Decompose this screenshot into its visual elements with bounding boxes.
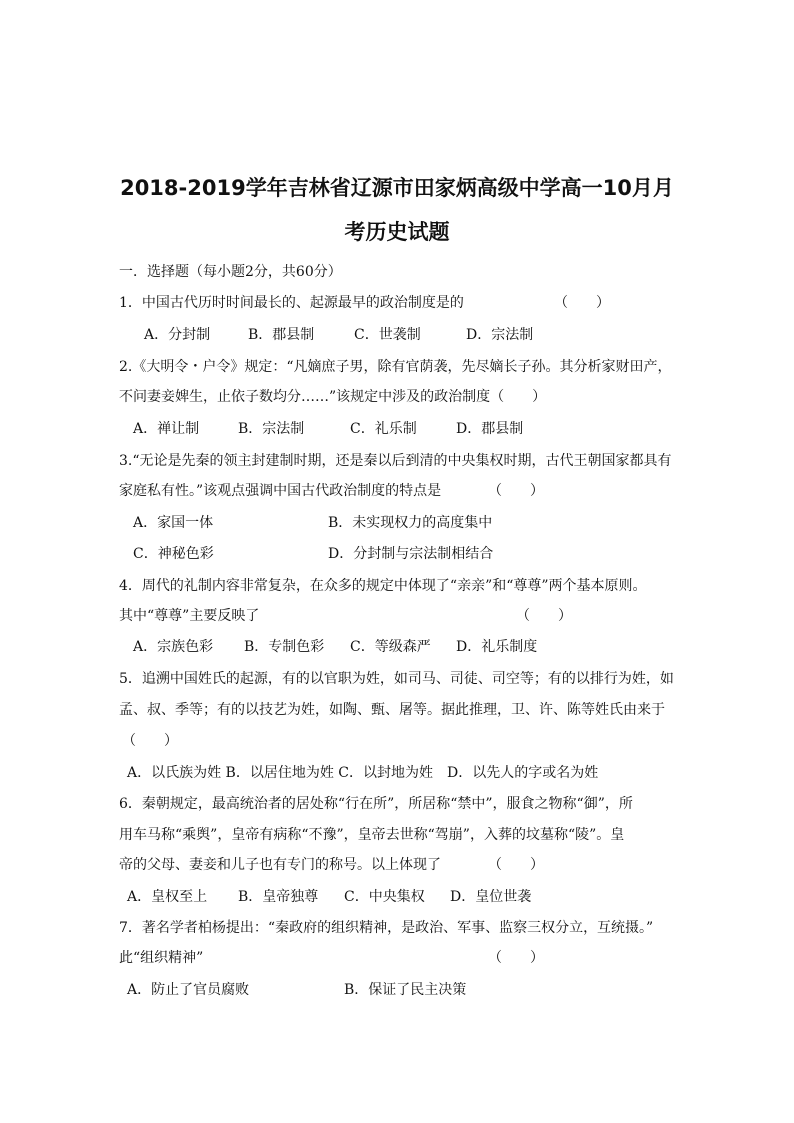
question-1-option-c: C．世袭制 [354,327,421,343]
question-3-option-b: B．未实现权力的高度集中 [328,515,493,531]
question-2-option-a: A．禅让制 [133,421,200,437]
question-7-answer-paren: （ ） [488,950,544,966]
question-4-option-d: D．礼乐制度 [456,639,538,655]
question-3-option-d: D．分封制与宗法制相结合 [328,546,494,562]
question-6-line-2: 用车马称“乘舆”，皇帝有病称“不豫”，皇帝去世称“驾崩”，入葬的坟墓称“陵”。皇 [119,827,625,843]
question-6-option-d: D．皇位世袭 [450,889,532,905]
question-1-option-b: B．郡县制 [248,327,315,343]
question-6-line-1: 6．秦朝规定，最高统治者的居处称“行在所”，所居称“禁中”，服食之物称“御”，所 [119,796,633,812]
question-2-line-2: 不问妻妾婢生，止依子数均分……”该规定中涉及的政治制度（ ） [119,389,547,405]
question-4-option-b: B．专制色彩 [244,639,325,655]
question-6-answer-paren: （ ） [488,857,544,873]
question-2-option-c: C．礼乐制 [350,421,417,437]
question-3-option-a: A．家国一体 [133,515,214,531]
question-2-line-1: 2.《大明令・户令》规定：“凡嫡庶子男，除有官荫袭，先尽嫡长子孙。其分析家财田产， [119,359,672,375]
question-5-options: A．以氏族为姓 B．以居住地为姓 C．以封地为姓 D．以先人的字或名为姓 [127,765,599,781]
question-5-line-1: 5．追溯中国姓氏的起源，有的以官职为姓，如司马、司徒、司空等；有的以排行为姓，如 [119,671,674,687]
question-1-option-a: A．分封制 [144,327,211,343]
question-3-answer-paren: （ ） [488,483,544,499]
question-3-line-2: 家庭私有性。”该观点强调中国古代政治制度的特点是 [119,483,442,499]
question-4-line-1: 4．周代的礼制内容非常复杂，在众多的规定中体现了“亲亲”和“尊尊”两个基本原则。 [119,578,647,594]
question-3-line-1: 3.“无论是先秦的领主封建制时期，还是秦以后到清的中央集权时期，古代王朝国家都具有 [119,453,672,469]
question-2-option-b: B．宗法制 [238,421,305,437]
question-7-line-2: 此“组织精神” [119,950,204,966]
question-5-answer-paren: （ ） [122,733,178,749]
question-1-answer-paren: （ ） [554,295,610,311]
question-4-option-c: C．等级森严 [350,639,431,655]
question-6-line-3: 帝的父母、妻妾和儿子也有专门的称号。以上体现了 [119,857,441,873]
question-3-option-c: C．神秘色彩 [133,546,214,562]
question-1-text: 1．中国古代历时时间最长的、起源最早的政治制度是的 [119,295,464,311]
exam-title-line-2: 考历史试题 [344,220,450,244]
question-2-option-d: D．郡县制 [456,421,524,437]
question-6-option-a: A．皇权至上 [127,889,208,905]
question-4-line-2: 其中“尊尊”主要反映了 [119,608,260,624]
question-7-option-b: B．保证了民主决策 [344,982,467,998]
question-7-option-a: A．防止了官员腐败 [127,982,250,998]
question-6-option-b: B．皇帝独尊 [238,889,319,905]
question-7-line-1: 7．著名学者柏杨提出：“秦政府的组织精神，是政治、军事、监察三权分立，互统摄。” [119,920,654,936]
question-4-option-a: A．宗族色彩 [133,639,214,655]
question-5-line-2: 孟、叔、季等；有的以技艺为姓，如陶、甄、屠等。据此推理，卫、许、陈等姓氏由来于 [119,702,665,718]
question-6-option-c: C．中央集权 [344,889,425,905]
section-heading: 一．选择题（每小题2分，共60分） [119,264,342,280]
question-1-option-d: D．宗法制 [466,327,534,343]
question-4-answer-paren: （ ） [516,608,572,624]
exam-title-line-1: 2018-2019学年吉林省辽源市田家炳高级中学高一10月月 [120,176,674,200]
